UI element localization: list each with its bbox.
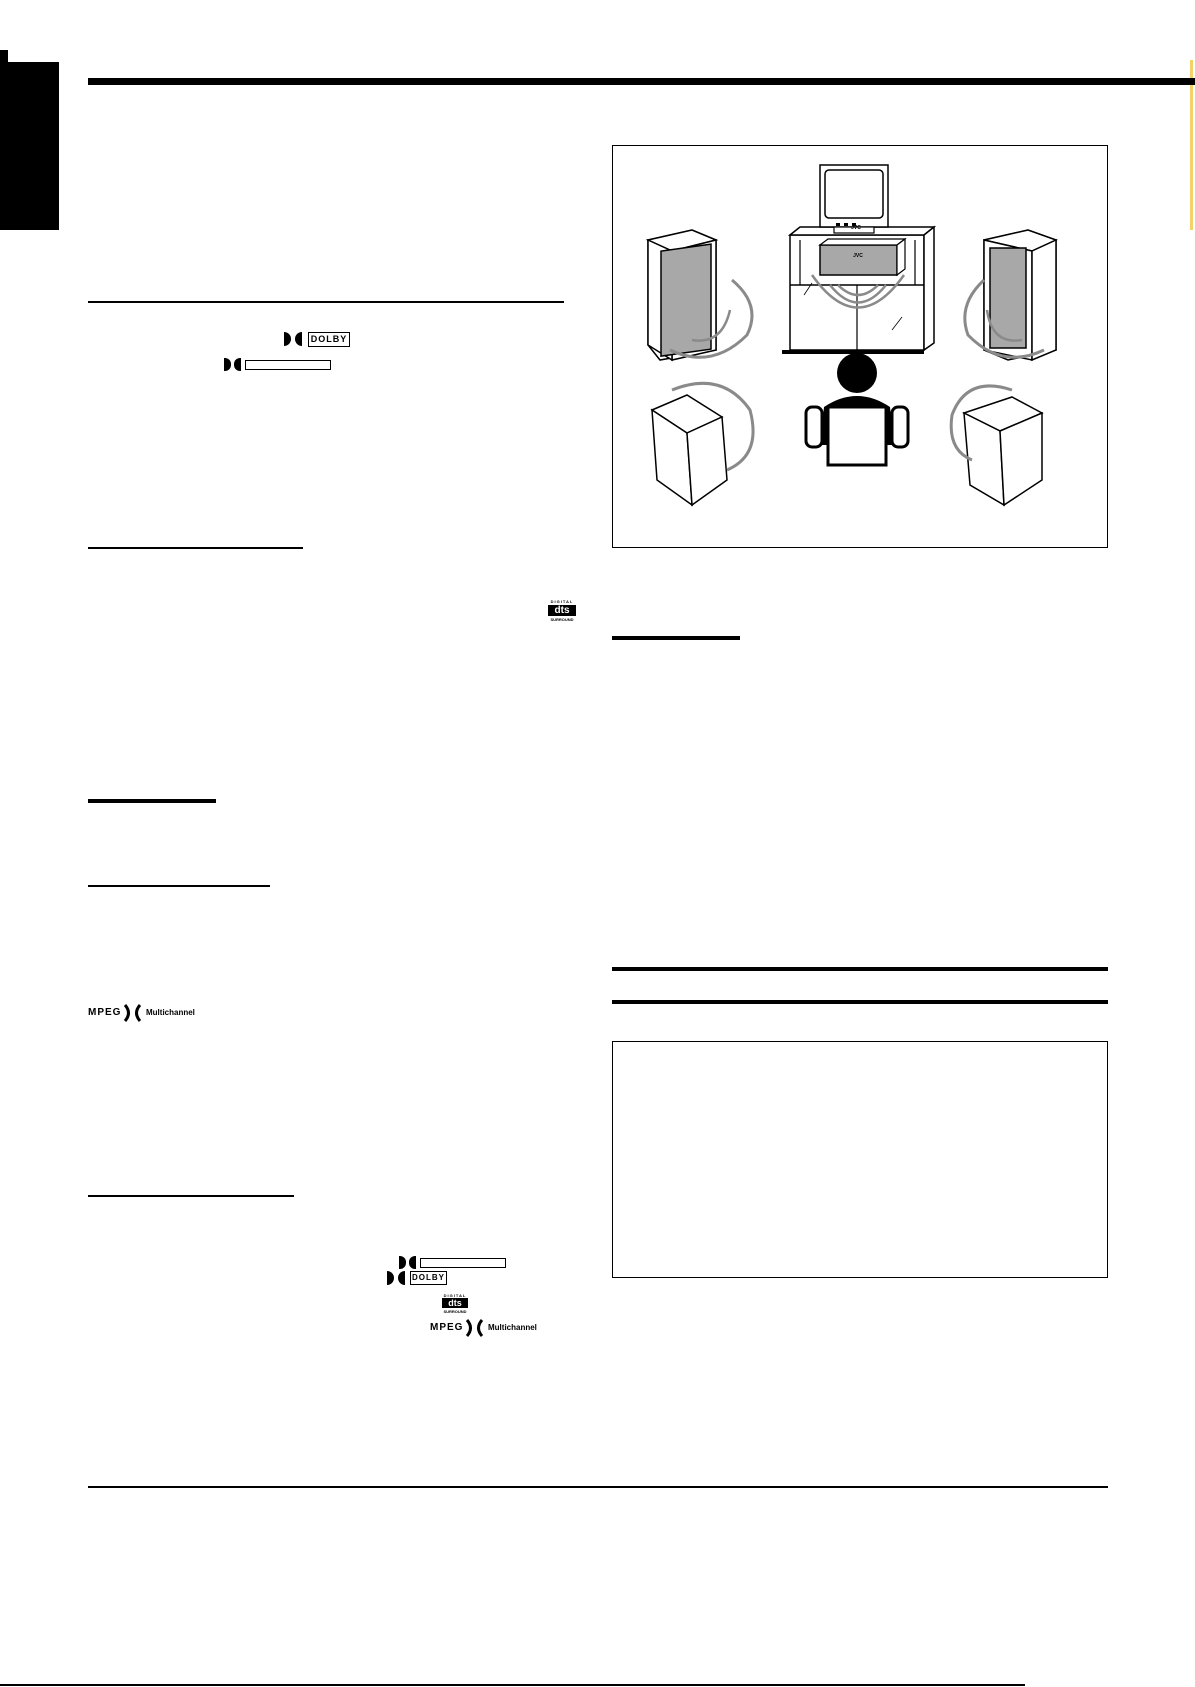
mpeg-wave-icon [465, 1319, 485, 1337]
dts-top-text: DIGITAL [550, 599, 574, 604]
footer-rule [88, 1486, 1108, 1488]
dts-mid-text: dts [548, 605, 576, 616]
dts-mid-text: dts [442, 1298, 468, 1308]
front-left-speaker-icon [648, 230, 752, 360]
dts-logo-2 [440, 1293, 470, 1315]
dolby-digital-logo-2 [387, 1271, 447, 1286]
mpeg-multichannel-logo-2 [430, 1319, 560, 1337]
double-d-icon [387, 1271, 407, 1286]
dts-bottom-text: SURROUND [443, 1309, 467, 1314]
speaker-layout-figure [612, 145, 1108, 548]
multichannel-text: Multichannel [146, 1008, 195, 1017]
tv-icon [820, 165, 888, 233]
tv-brand: JVC [851, 225, 861, 231]
section-rule-5 [612, 967, 1108, 971]
note-box [612, 1041, 1108, 1278]
section-rule-1 [88, 301, 564, 303]
dolby-pro-logic-logo-2 [399, 1256, 509, 1270]
right-edge-strip [1190, 60, 1193, 230]
mpeg-text: MPEG [430, 1322, 464, 1333]
header-rule [88, 78, 1195, 85]
section-heading-rule-2 [612, 636, 740, 640]
dolby-bar [420, 1258, 506, 1268]
dts-bottom-text: SURROUND [550, 617, 574, 622]
dolby-pro-logic-logo [224, 358, 332, 372]
multichannel-text: Multichannel [488, 1323, 537, 1332]
front-right-speaker-icon [965, 230, 1056, 360]
section-rule-4 [88, 1195, 294, 1197]
double-d-icon [284, 332, 304, 348]
side-tab [0, 62, 59, 230]
center-speaker-brand: JVC [853, 253, 863, 259]
bottom-edge-rule [0, 1684, 1025, 1686]
dolby-digital-logo [284, 332, 350, 348]
section-rule-2 [88, 547, 303, 549]
dts-logo [546, 599, 578, 623]
double-d-icon [224, 358, 244, 372]
double-d-icon [399, 1256, 419, 1270]
mpeg-multichannel-logo [88, 1004, 218, 1022]
section-rule-3 [88, 885, 270, 887]
speaker-layout-illustration [612, 145, 1108, 548]
rear-left-speaker-icon [652, 383, 753, 505]
side-tab-nub [0, 50, 8, 64]
listener-icon [806, 353, 908, 465]
mpeg-wave-icon [123, 1004, 143, 1022]
dolby-label: DOLBY [308, 332, 350, 347]
dolby-label: DOLBY [410, 1271, 447, 1285]
tv-rack-icon [782, 227, 934, 354]
mpeg-text: MPEG [88, 1007, 122, 1018]
section-heading-rule-1 [88, 799, 216, 803]
dts-top-text: DIGITAL [443, 1293, 467, 1298]
rear-right-speaker-icon [951, 386, 1042, 505]
dolby-bar [245, 360, 331, 370]
section-rule-6 [612, 1000, 1108, 1004]
